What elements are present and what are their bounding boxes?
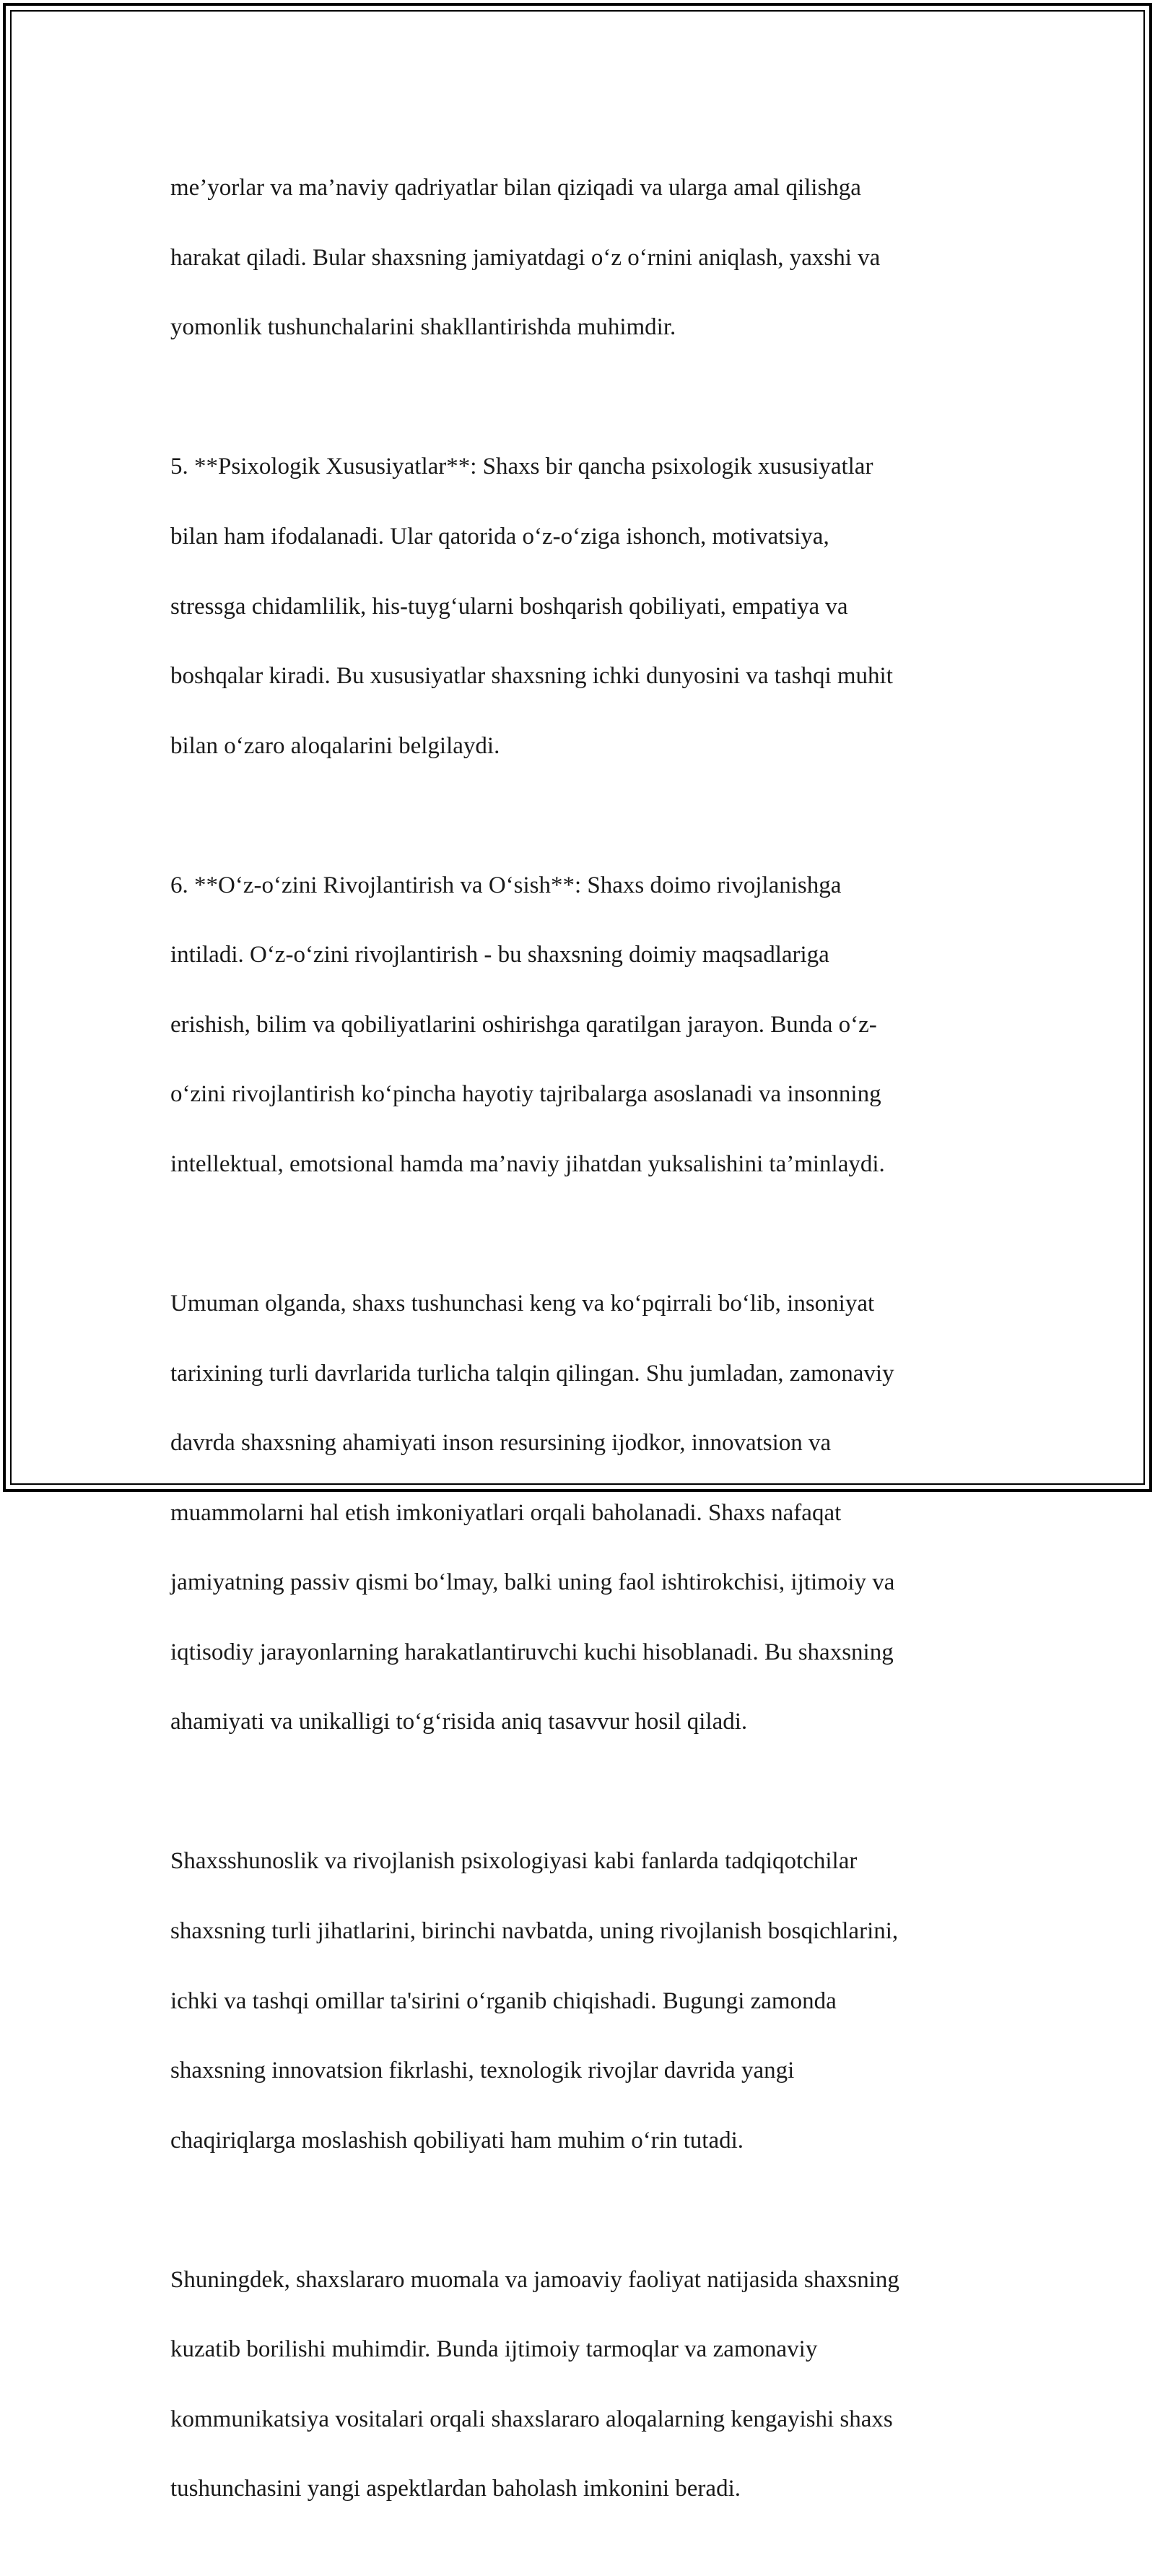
text-line: Shaxsshunoslik va rivojlanish psixologiyasi kabi fanlarda tadqiqotchilar — [170, 1848, 858, 1875]
text-line: shaxsning innovatsion fikrlashi, texnologik rivojlar davrida yangi — [170, 2057, 795, 2084]
paragraph-general-summary — [170, 1252, 993, 1774]
text-line: iqtisodiy jarayonlarning harakatlantiruvchi kuchi hisoblanadi. Bu shaxsning — [170, 1639, 894, 1665]
text-line: muammolarni hal etish imkoniyatlari orqali baholanadi. Shaxs nafaqat — [170, 1499, 842, 1526]
text-line: kommunikatsiya vositalari orqali shaxslararo aloqalarning kengayishi shaxs — [170, 2406, 893, 2432]
text-line: harakat qiladi. Bular shaxsning jamiyatdagi o‘z o‘rnini aniqlash, yaxshi va — [170, 244, 881, 271]
text-line: intellektual, emotsional hamda ma’naviy jihatdan yuksalishini ta’minlaydi. — [170, 1151, 885, 1178]
text-line: erishish, bilim va qobiliyatlarini oshirishga qaratilgan jarayon. Bunda o‘z- — [170, 1011, 877, 1038]
text-line: intiladi. O‘z-o‘zini rivojlantirish - bu shaxsning doimiy maqsadlariga — [170, 942, 829, 968]
paragraph-item-6-self-development — [170, 833, 993, 1216]
text-line: o‘zini rivojlantirish ko‘pincha hayotiy tajribalarga asoslanadi va insonning — [170, 1081, 881, 1108]
paragraph-interpersonal-communication — [170, 2227, 993, 2541]
text-line: kuzatib borilishi muhimdir. Bunda ijtimoiy tarmoqlar va zamonaviy — [170, 2336, 818, 2363]
text-line: chaqiriqlarga moslashish qobiliyati ham muhim o‘rin tutadi. — [170, 2127, 744, 2154]
paragraph-personality-studies — [170, 1809, 993, 2193]
text-line: bilan o‘zaro aloqalarini belgilaydi. — [170, 732, 500, 759]
text-line: ichki va tashqi omillar ta'sirini o‘rganib chiqishadi. Bugungi zamonda — [170, 1987, 837, 2014]
text-line: jamiyatning passiv qismi bo‘lmay, balki uning faol ishtirokchisi, ijtimoiy va — [170, 1569, 895, 1596]
text-line: tarixining turli davrlarida turlicha talqin qilingan. Shu jumladan, zamonaviy — [170, 1360, 894, 1387]
text-line: 5. **Psixologik Xususiyatlar**: Shaxs bir qancha psixologik xususiyatlar — [170, 454, 873, 480]
paragraph-intro-continuation — [170, 136, 993, 380]
text-line: davrda shaxsning ahamiyati inson resursining ijodkor, innovatsion va — [170, 1430, 832, 1457]
text-line: shaxsning turli jihatlarini, birinchi navbatda, uning rivojlanish bosqichlarini, — [170, 1917, 899, 1944]
text-line: Umuman olganda, shaxs tushunchasi keng va ko‘pqirrali bo‘lib, insoniyat — [170, 1290, 875, 1317]
paragraph-item-5-psychological-traits — [170, 415, 993, 798]
text-line: tushunchasini yangi aspektlardan baholash imkonini beradi. — [170, 2476, 741, 2502]
text-line: me’yorlar va ma’naviy qadriyatlar bilan qiziqadi va ularga amal qilishga — [170, 175, 861, 201]
text-line: stressga chidamlilik, his-tuyg‘ularni boshqarish qobiliyati, empatiya va — [170, 593, 848, 620]
document-body — [170, 136, 993, 2576]
text-line: boshqalar kiradi. Bu xususiyatlar shaxsning ichki dunyosini va tashqi muhit — [170, 663, 893, 690]
text-line: yomonlik tushunchalarini shakllantirishda muhimdir. — [170, 314, 676, 341]
text-line: ahamiyati va unikalligi to‘g‘risida aniq tasavvur hosil qiladi. — [170, 1709, 748, 1735]
text-line: bilan ham ifodalanadi. Ular qatorida o‘z-o‘ziga ishonch, motivatsiya, — [170, 523, 829, 550]
text-line: Shuningdek, shaxslararo muomala va jamoaviy faoliyat natijasida shaxsning — [170, 2266, 899, 2293]
text-line: 6. **O‘z-o‘zini Rivojlantirish va O‘sish**: Shaxs doimo rivojlanishga — [170, 872, 842, 898]
